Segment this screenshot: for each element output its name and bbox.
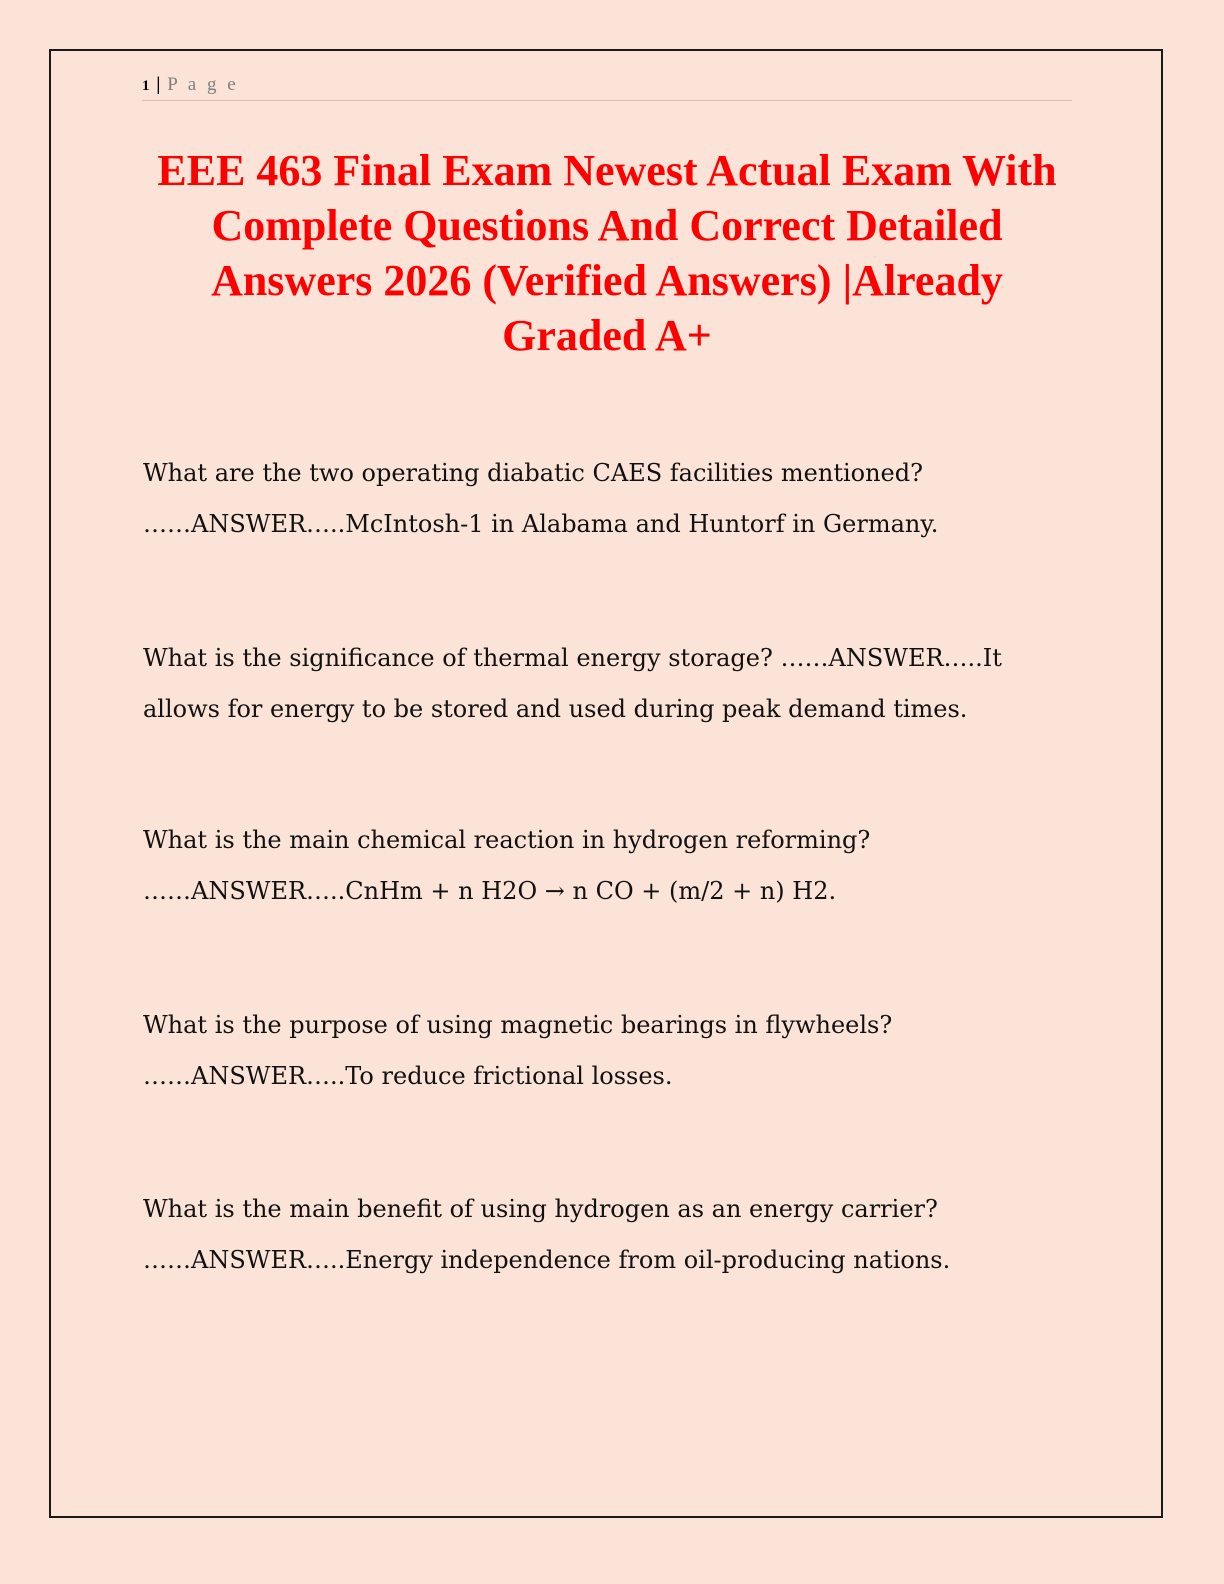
question-text: What is the significance of thermal energy storage? — [143, 644, 773, 672]
question-text: What are the two operating diabatic CAES facilities mentioned? — [143, 459, 923, 487]
qa-item — [143, 815, 1073, 917]
question-text: What is the main benefit of using hydrogen as an energy carrier? — [143, 1195, 938, 1223]
qa-item — [143, 1184, 1073, 1286]
document-title: EEE 463 Final Exam Newest Actual Exam With Complete Questions And Correct Detailed Answers 2026 (Verified Answers) |Already Graded A+ — [157, 146, 1057, 360]
page-number: 1 — [142, 78, 150, 94]
answer-text: ……ANSWER…..McIntosh-1 in Alabama and Huntorf in Germany. — [143, 510, 939, 538]
question-text: What is the main chemical reaction in hydrogen reforming? — [143, 826, 871, 854]
qa-item — [143, 633, 1073, 735]
qa-item — [143, 1000, 1073, 1102]
page-header — [142, 72, 1072, 101]
answer-text: ……ANSWER…..Energy independence from oil-producing nations. — [143, 1246, 951, 1274]
answer-text: ……ANSWER…..To reduce frictional losses. — [143, 1062, 673, 1090]
qa-item — [143, 448, 1073, 550]
answer-text: ……ANSWER…..CnHm + n H2O → n CO + (m/2 + n) H2. — [143, 877, 837, 905]
answer-text: ……ANSWER…..It allows for energy to be stored and used during peak demand times. — [143, 644, 1002, 723]
question-text: What is the purpose of using magnetic bearings in flywheels? — [143, 1011, 893, 1039]
header-separator: | — [156, 74, 161, 95]
page-label: P a g e — [167, 74, 239, 95]
